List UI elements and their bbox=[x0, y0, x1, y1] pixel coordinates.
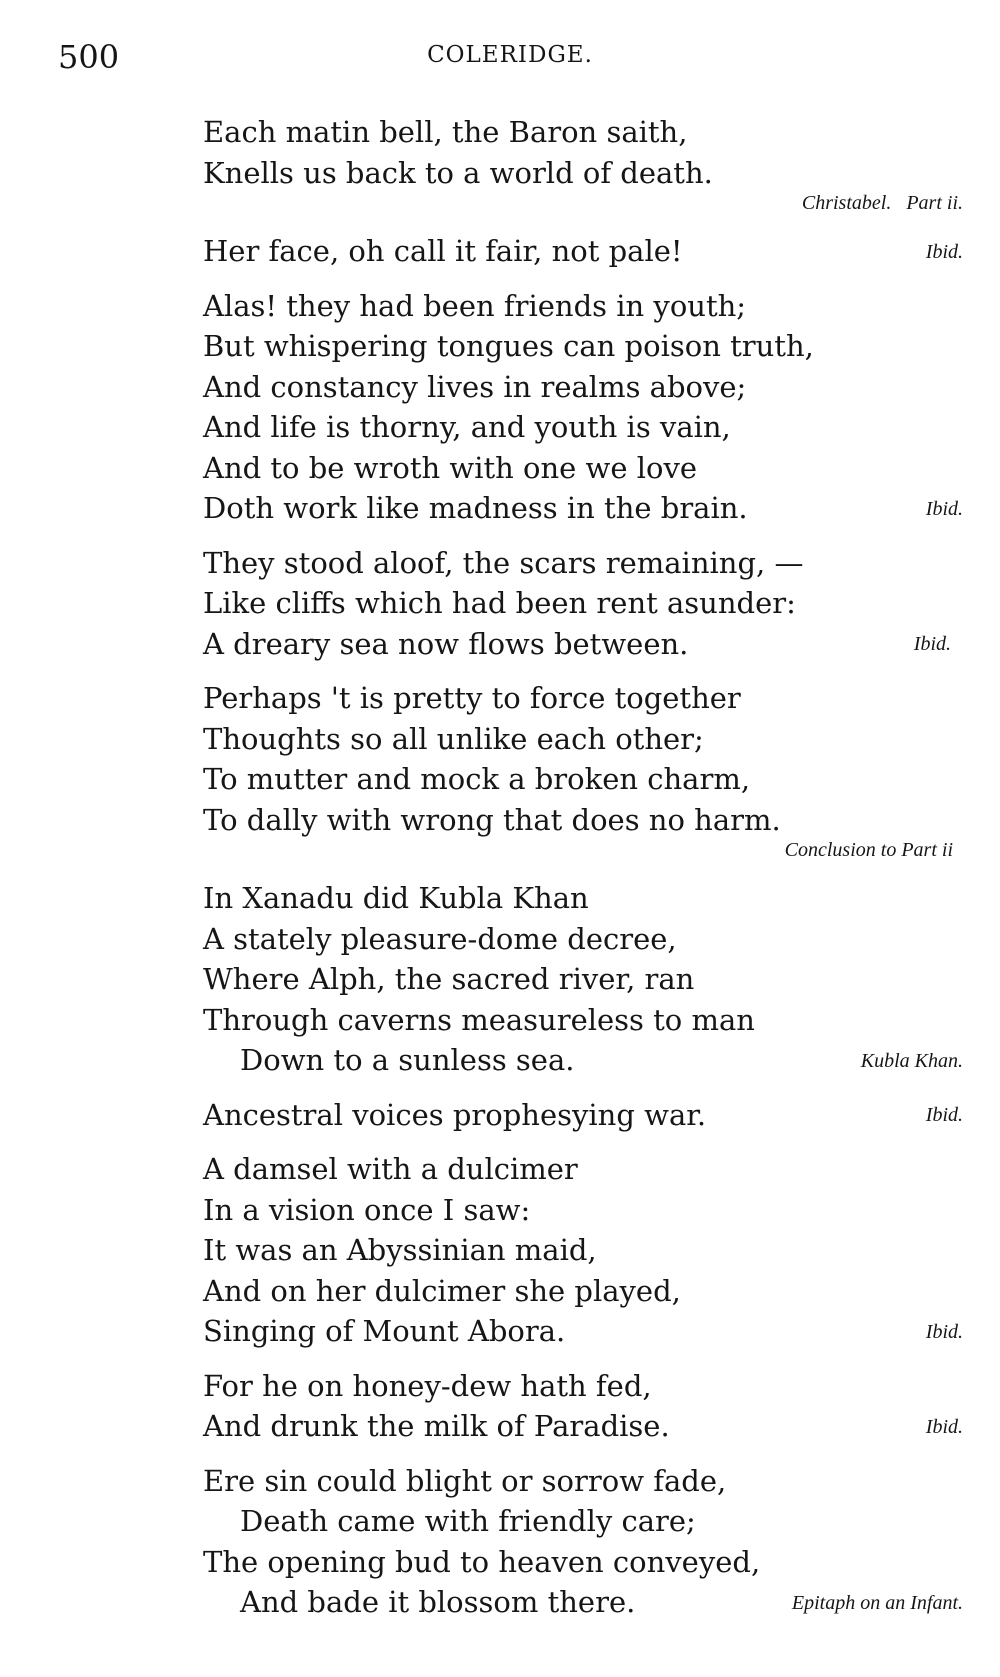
verse-line: Each matin bell, the Baron saith, bbox=[203, 115, 688, 149]
quotation bbox=[203, 231, 973, 272]
verse-line: Her face, oh call it fair, not pale! bbox=[203, 234, 683, 268]
quotation bbox=[203, 543, 973, 665]
quotation bbox=[203, 1095, 973, 1136]
quotation bbox=[203, 286, 973, 529]
quotation bbox=[203, 1366, 973, 1447]
attribution: Christabel. Part ii. bbox=[801, 192, 963, 214]
attribution: Epitaph on an Infant. bbox=[791, 1591, 963, 1614]
page-number: 500 bbox=[58, 38, 120, 76]
verse-line: Alas! they had been friends in youth; bbox=[203, 288, 747, 323]
verse-line: And life is thorny, and youth is vain, bbox=[203, 410, 731, 444]
verse-line: It was an Abyssinian maid, bbox=[203, 1233, 597, 1267]
verse-line: A dreary sea now flows between. bbox=[203, 626, 689, 661]
attribution: Kubla Khan. bbox=[860, 1049, 963, 1072]
attribution: Ibid. bbox=[925, 1415, 963, 1438]
verse-line: Through caverns measureless to man bbox=[203, 1002, 755, 1037]
verse-line: Death came with friendly care; bbox=[240, 1504, 696, 1538]
attribution: Ibid. bbox=[925, 1104, 963, 1126]
verse-line: And bade it blossom there. bbox=[240, 1585, 636, 1619]
verse-line: To mutter and mock a broken charm, bbox=[203, 762, 751, 796]
attribution: Ibid. bbox=[913, 633, 951, 655]
verse-line: And drunk the milk of Paradise. bbox=[203, 1409, 670, 1443]
quotation bbox=[203, 878, 973, 1081]
verse-line: A damsel with a dulcimer bbox=[203, 1152, 578, 1186]
verse-line: A stately pleasure-dome decree, bbox=[203, 921, 677, 956]
verse-line: Knells us back to a world of death. bbox=[203, 155, 713, 190]
verse-line: In Xanadu did Kubla Khan bbox=[203, 881, 589, 915]
verse-line: Like cliffs which had been rent asunder: bbox=[203, 586, 796, 620]
attribution: Ibid. bbox=[925, 1320, 963, 1343]
verse-line: Ancestral voices prophesying war. bbox=[203, 1097, 707, 1132]
verse-line: In a vision once I saw: bbox=[203, 1192, 531, 1227]
verse-line: Doth work like madness in the brain. bbox=[203, 491, 748, 525]
verse-line: And on her dulcimer she played, bbox=[203, 1273, 681, 1308]
verse-line: To dally with wrong that does no harm. bbox=[203, 802, 781, 837]
verse-line: Thoughts so all unlike each other; bbox=[203, 721, 704, 756]
attribution: Ibid. bbox=[925, 497, 963, 520]
quotation bbox=[203, 1149, 973, 1352]
verse-line: Ere sin could blight or sorrow fade, bbox=[203, 1463, 727, 1498]
running-head: COLERIDGE. bbox=[427, 42, 593, 68]
verse-line: Down to a sunless sea. bbox=[240, 1043, 575, 1077]
quotation bbox=[203, 112, 973, 217]
verse-line: Singing of Mount Abora. bbox=[203, 1314, 566, 1348]
verse-line: But whispering tongues can poison truth, bbox=[203, 329, 814, 363]
quotation bbox=[203, 1461, 973, 1623]
verse-line: They stood aloof, the scars remaining, — bbox=[203, 545, 804, 580]
verse-line: For he on honey-dew hath fed, bbox=[203, 1368, 652, 1403]
verse-line: And constancy lives in realms above; bbox=[203, 369, 747, 404]
attribution: Ibid. bbox=[925, 240, 963, 263]
verse-line: Where Alph, the sacred river, ran bbox=[203, 962, 695, 996]
verse-line: And to be wroth with one we love bbox=[203, 450, 698, 485]
quotation bbox=[203, 678, 973, 864]
quotations bbox=[203, 112, 973, 1637]
verse-line: The opening bud to heaven conveyed, bbox=[203, 1544, 761, 1579]
attribution: Conclusion to Part ii bbox=[784, 839, 953, 861]
verse-line: Perhaps 't is pretty to force together bbox=[203, 681, 741, 715]
